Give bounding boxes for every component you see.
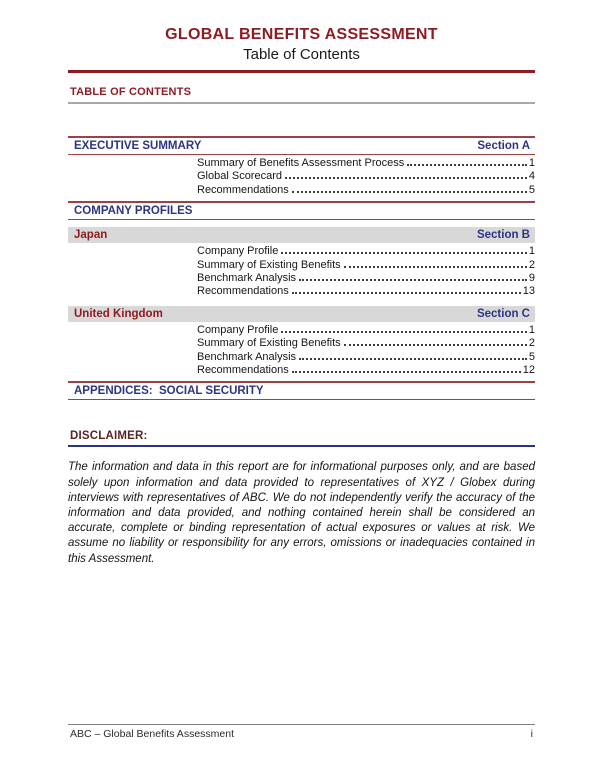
dot-leader (285, 177, 527, 179)
toc-entry (197, 157, 535, 170)
document-subtitle: Table of Contents (243, 46, 360, 63)
dot-leader (292, 292, 521, 294)
dot-leader (292, 191, 527, 193)
toc-entry-label: Company Profile (197, 245, 279, 258)
toc-entry-page: 2 (528, 258, 535, 271)
toc-section-company-profiles (68, 201, 535, 220)
section-letter-label: Section B (476, 229, 530, 242)
section-title: EXECUTIVE SUMMARY (74, 140, 202, 152)
dot-leader (344, 344, 527, 346)
dot-leader (281, 252, 527, 254)
toc-entry-page: 5 (528, 183, 535, 196)
toc-entry (197, 245, 535, 258)
dot-leader (407, 164, 527, 166)
toc-section-appendices (68, 381, 535, 400)
toc-entry-label: Summary of Benefits Assessment Process (197, 157, 405, 169)
section-header (68, 201, 535, 220)
toc-entry-page: 1 (528, 245, 535, 258)
dot-leader (292, 371, 521, 373)
section-entries (68, 243, 535, 299)
disclaimer-section (68, 430, 535, 566)
section-header (68, 136, 535, 155)
toc-entry-label: Benchmark Analysis (197, 350, 297, 363)
dot-leader (281, 331, 527, 333)
toc-entry (197, 337, 535, 350)
toc-entry-label: Recommendations (197, 364, 289, 377)
toc-entry (197, 364, 535, 377)
toc-entry-page: 12 (522, 364, 535, 377)
toc-entry-label: Summary of Existing Benefits (197, 258, 341, 271)
dot-leader (299, 279, 527, 281)
toc-entry-label: Global Scorecard (197, 170, 282, 183)
section-title: Japan (74, 229, 108, 242)
toc-entry (197, 351, 535, 364)
document-header (68, 26, 535, 86)
toc-entry-page: 5 (528, 350, 535, 363)
toc-entry-page: 1 (528, 157, 535, 169)
page-footer (68, 724, 535, 740)
section-title: COMPANY PROFILES (74, 205, 193, 218)
toc-entry-page: 13 (522, 285, 535, 298)
toc-section-japan (68, 227, 535, 299)
toc-entry-page: 2 (528, 337, 535, 350)
toc-entry (197, 272, 535, 285)
disclaimer-text: The information and data in this report are for informational purposes only, and are based solely upon information and data provided to representatives of XYZ / Globex during interviews with representatives of ABC. We do not independently verify the accuracy of the information and data provided, and nothing contained herein shall be considered an accurate, complete or binding representation of actual exposures or values at risk. We assume no liability or responsibility for any errors, omissions or inadequacies contained in this Assessment. (68, 461, 535, 565)
section-entries (68, 322, 535, 378)
disclaimer-heading: DISCLAIMER: (68, 430, 535, 447)
toc-entry (197, 324, 535, 337)
section-header (68, 306, 535, 322)
toc-entry (197, 184, 535, 197)
toc-entry-page: 1 (528, 323, 535, 336)
title-rule (68, 70, 535, 73)
toc-section-executive-summary (68, 136, 535, 197)
footer-document-name: ABC – Global Benefits Assessment (70, 728, 234, 740)
section-entries (68, 155, 535, 197)
document-title: GLOBAL BENEFITS ASSESSMENT (165, 26, 438, 43)
dot-leader (299, 358, 527, 360)
dot-leader (344, 266, 527, 268)
section-title: United Kingdom (74, 307, 163, 320)
section-header (68, 227, 535, 243)
toc-entry-page: 9 (528, 272, 535, 285)
section-header (68, 381, 535, 400)
toc-entry (197, 285, 535, 298)
toc-entry-label: Recommendations (197, 183, 289, 196)
toc-entry-label: Recommendations (197, 285, 289, 298)
section-letter-label: Section A (477, 140, 530, 152)
toc-section-united-kingdom (68, 306, 535, 378)
footer-page-number: i (530, 728, 533, 740)
toc-entry-label: Summary of Existing Benefits (197, 337, 341, 350)
toc-heading: TABLE OF CONTENTS (68, 86, 535, 104)
toc-entry (197, 259, 535, 272)
section-letter-label: Section C (476, 307, 530, 320)
toc-entry-page: 4 (528, 170, 535, 183)
toc-entry-label: Company Profile (197, 323, 279, 336)
section-title: APPENDICES: SOCIAL SECURITY (74, 385, 264, 398)
toc-entry-label: Benchmark Analysis (197, 272, 297, 285)
toc-entry (197, 170, 535, 183)
